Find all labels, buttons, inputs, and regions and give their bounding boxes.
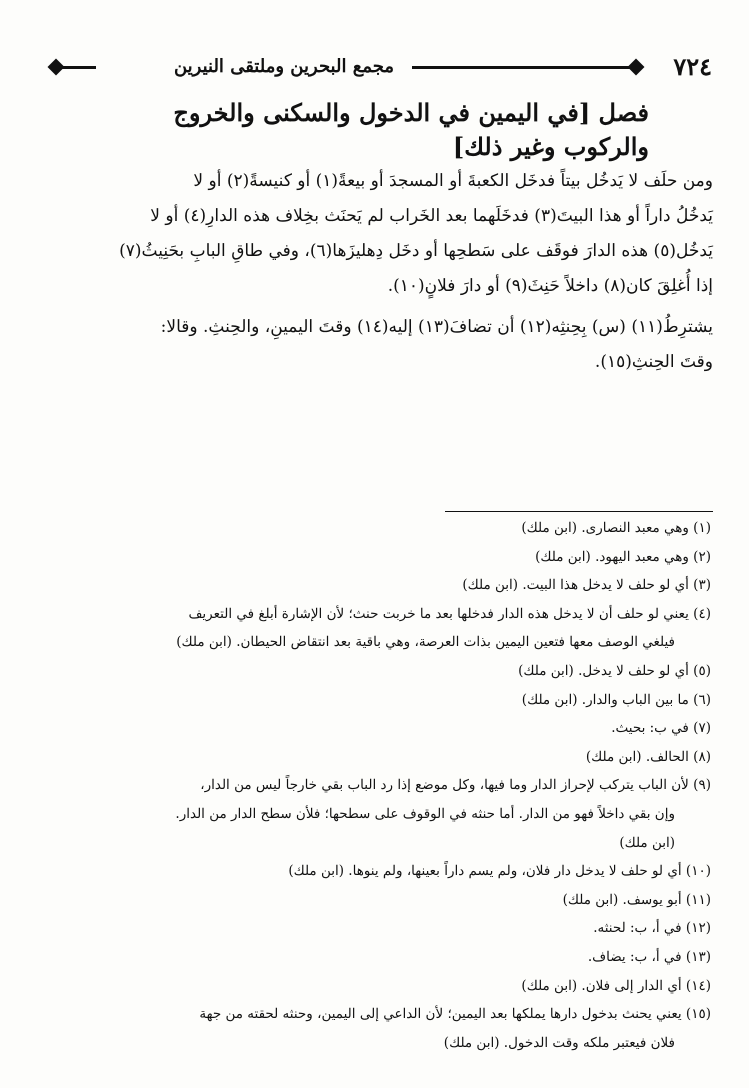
footnotes bbox=[35, 514, 711, 1057]
footnote-line: (٨) الحالف. (ابن ملك) bbox=[585, 748, 711, 765]
text-line: يَدخُل(٥) هذه الدارَ فوقَف على سَطحِها أو دخَل دِهليزَها(٦)، وفي طاقِ البابِ بحَنِيثُ(٧) bbox=[119, 241, 713, 261]
book-title: مجمع البحرين وملتقى النيرين bbox=[173, 56, 394, 77]
paragraph-2 bbox=[33, 310, 713, 380]
footnote-item bbox=[35, 600, 711, 657]
footnote-line: (١١) أبو يوسف. (ابن ملك) bbox=[562, 891, 711, 908]
text-line: يشترِطُ(١١) (س) بِحِنثِه(١٢) أن تضافَ(١٣) إليه(١٤) وقتَ اليمينِ، والحِنثِ. وقالا: bbox=[160, 317, 713, 337]
text-line: إذا أُغلِقَ كان(٨) داخلاً حَنِثَ(٩) أو دارَ فلانٍ(١٠). bbox=[387, 276, 713, 296]
chapter-title-line: فصل [في اليمين في الدخول والسكنى والخروج bbox=[173, 98, 649, 127]
footnote-item bbox=[35, 714, 711, 743]
footnote-item bbox=[35, 886, 711, 915]
footnote-line: (١٣) في أ، ب: يضاف. bbox=[587, 948, 711, 965]
footnote-item bbox=[35, 1000, 711, 1057]
footnote-line: (٧) في ب: بحيث. bbox=[611, 720, 711, 737]
footnote-item bbox=[35, 972, 711, 1001]
footnote-line: (٣) أي لو حلف لا يدخل هذا البيت. (ابن ملك) bbox=[462, 577, 711, 594]
footnote-line: (١٢) في أ، ب: لحنثه. bbox=[593, 920, 711, 937]
footnote-item bbox=[35, 743, 711, 772]
footnote-line: وإن بقي داخلاً فهو من الدار. أما حنثه في الوقوف على سطحها؛ فلأن سطح الدار من الدار. bbox=[175, 805, 675, 822]
footnote-line: (٤) يعني لو حلف أن لا يدخل هذه الدار فدخلها بعد ما خربت حنث؛ لأن الإشارة أبلغ في التعريف bbox=[188, 605, 711, 622]
text-line: وقتَ الحِنثِ(١٥). bbox=[594, 352, 713, 372]
main-text bbox=[33, 164, 713, 380]
footnote-line: (ابن ملك) bbox=[619, 834, 675, 851]
footnote-line: (١٥) يعني يحنث بدخول دارها يملكها بعد اليمين؛ لأن الداعي إلى اليمين، وحنثه لحقته من جهة bbox=[199, 1006, 711, 1023]
chapter-title bbox=[89, 96, 649, 164]
footnote-line: (٦) ما بين الباب والدار. (ابن ملك) bbox=[521, 691, 711, 708]
footnote-item bbox=[35, 943, 711, 972]
footnote-item bbox=[35, 543, 711, 572]
footnote-item bbox=[35, 571, 711, 600]
footnote-line: (٩) لأن الباب يتركب لإحراز الدار وما فيها، وكل موضع إذا رد الباب بقي خارجاً ليس من الدار، bbox=[200, 777, 711, 794]
text-line: ومن حلَف لا يَدخُل بيتاً فدخَل الكعبةَ أو المسجدَ أو بيعةً(١) أو كنيسةً(٢) أو لا bbox=[193, 171, 713, 191]
footnote-item bbox=[35, 514, 711, 543]
header-rule bbox=[412, 66, 634, 69]
footnote-item bbox=[35, 686, 711, 715]
footnote-item bbox=[35, 914, 711, 943]
diamond-ornament-icon bbox=[48, 59, 65, 76]
footnote-item bbox=[35, 857, 711, 886]
text-line: يَدخُلُ داراً أو هذا البيتَ(٣) فدخَلَهما بعد الخَراب لم يَحنَث بخِلاف هذه الدارِ(٤) أو لا bbox=[150, 206, 713, 226]
footnote-line: (٢) وهي معبد اليهود. (ابن ملك) bbox=[535, 548, 711, 565]
footnote-line: (١٠) أي لو حلف لا يدخل دار فلان، ولم يسم داراً بعينها، ولم ينوها. (ابن ملك) bbox=[288, 863, 711, 880]
footnote-separator bbox=[445, 511, 713, 512]
page-number: ٧٢٤ bbox=[673, 52, 712, 81]
running-header bbox=[36, 52, 712, 82]
footnote-item bbox=[35, 657, 711, 686]
footnote-item bbox=[35, 771, 711, 857]
footnote-line: (٥) أي لو حلف لا يدخل. (ابن ملك) bbox=[518, 662, 711, 679]
chapter-title-line: والركوب وغير ذلك] bbox=[452, 132, 649, 161]
paragraph-1 bbox=[33, 164, 713, 304]
footnote-line: (١) وهي معبد النصارى. (ابن ملك) bbox=[521, 520, 711, 536]
footnote-line: (١٤) أي الدار إلى فلان. (ابن ملك) bbox=[521, 977, 711, 994]
footnote-line: فيلغي الوصف معها فتعين اليمين بذات العرصة، وهي باقية بعد انتقاض الحيطان. (ابن ملك) bbox=[176, 634, 675, 651]
footnote-line: فلان فيعتبر ملكه وقت الدخول. (ابن ملك) bbox=[443, 1034, 675, 1051]
